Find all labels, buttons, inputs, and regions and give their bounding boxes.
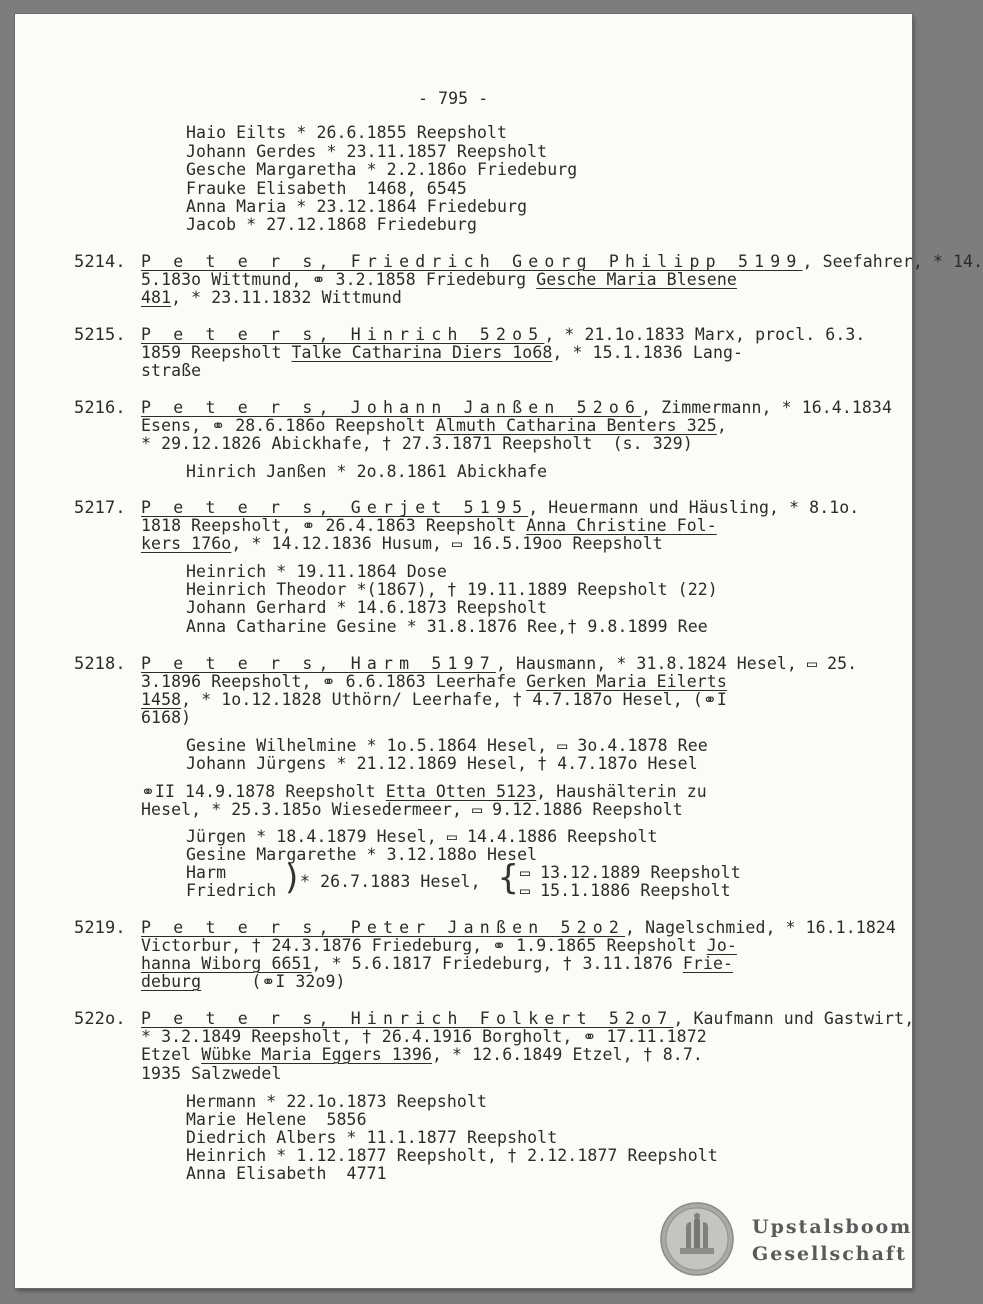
spouse-name: hanna Wiborg 6651 <box>141 954 312 973</box>
entry-text: , * 14.12.1836 Husum, ▭ 16.5.19oo Reepsholt <box>231 534 663 553</box>
entry-line <box>141 955 733 973</box>
entry-line <box>141 783 707 801</box>
entry-text: , Kaufmann und Gastwirt, <box>673 1009 915 1028</box>
child-line: ▭ 13.12.1889 Reepsholt <box>520 863 741 882</box>
list-item: Frauke Elisabeth 1468, 6545 <box>186 179 467 198</box>
list-item: Jacob * 27.12.1868 Friedeburg <box>186 215 477 234</box>
child-line: Gesine Wilhelmine * 1o.5.1864 Hesel, ▭ 3o.4.1878 Ree <box>186 736 708 755</box>
entry-line <box>141 344 743 362</box>
page-number: - 795 - <box>418 89 489 108</box>
entry-number: 5218. <box>74 654 126 674</box>
entry-line <box>141 271 737 289</box>
entry-text: , Zimmermann, * 16.4.1834 <box>641 398 893 417</box>
seal-logo-icon <box>660 1202 734 1276</box>
entry-number: 5215. <box>74 325 126 345</box>
entry-text: , * 21.1o.1833 Marx, procl. 6.3. <box>544 325 866 344</box>
entry-number: 5217. <box>74 498 126 518</box>
child-line: Jürgen * 18.4.1879 Hesel, ▭ 14.4.1886 Reepsholt <box>186 827 658 846</box>
entry-text: Victorbur, † 24.3.1876 Friedeburg, ⚭ 1.9.1865 Reepsholt <box>141 936 707 955</box>
entry-text: , * 15.1.1836 Lang- <box>552 343 744 362</box>
entry-line: * 3.2.1849 Reepsholt, † 26.4.1916 Borgholt, ⚭ 17.11.1872 <box>141 1027 707 1046</box>
spouse-name: Gesche Maria Blesene <box>536 270 737 289</box>
entry-line <box>141 289 402 307</box>
entry-line: 6168) <box>141 708 192 727</box>
society-name-line1: Upstalsboom <box>752 1216 913 1238</box>
child-line: Heinrich * 19.11.1864 Dose <box>186 562 447 581</box>
child-line: ▭ 15.1.1886 Reepsholt <box>520 881 731 900</box>
spouse-ref: 481 <box>141 288 172 307</box>
entry-line: Hesel, * 25.3.185o Wiesedermeer, ▭ 9.12.1886 Reepsholt <box>141 800 683 819</box>
person-name: P e t e r s, Friedrich Georg Philipp 5199 <box>141 252 803 271</box>
entry-line <box>141 417 727 435</box>
child-line: Diedrich Albers * 11.1.1877 Reepsholt <box>186 1128 558 1147</box>
entry-line <box>141 399 892 417</box>
entry-line: * 29.12.1826 Abickhafe, † 27.3.1871 Reepsholt (s. 329) <box>141 434 693 453</box>
spouse-name: Almuth Catharina Benters 325 <box>435 416 717 435</box>
entry-line <box>141 655 857 673</box>
entry-line <box>141 517 717 535</box>
entry-text: 5.183o Wittmund, ⚭ 3.2.1858 Friedeburg <box>141 270 537 289</box>
entry-text: 3.1896 Reepsholt, ⚭ 6.6.1863 Leerhafe <box>141 672 527 691</box>
spouse-name: Wübke Maria Eggers 1396 <box>201 1045 432 1064</box>
child-line: Heinrich Theodor *(1867), † 19.11.1889 Reepsholt (22) <box>186 580 718 599</box>
entry-text: , <box>716 416 727 435</box>
entry-text: , * 12.6.1849 Etzel, † 8.7. <box>431 1045 703 1064</box>
child-line: Johann Gerhard * 14.6.1873 Reepsholt <box>186 598 548 617</box>
list-item: Anna Maria * 23.12.1864 Friedeburg <box>186 197 528 216</box>
child-line: Gesine Margarethe * 3.12.188o Hesel <box>186 845 538 864</box>
entry-text: , Heuermann und Häusling, * 8.1o. <box>528 498 860 517</box>
entry-text: , Haushälterin zu <box>536 782 707 801</box>
list-item: Johann Gerdes * 23.11.1857 Reepsholt <box>186 142 548 161</box>
brace-right: ) <box>282 858 303 898</box>
entry-number: 5216. <box>74 398 126 418</box>
child-line: Anna Catharine Gesine * 31.8.1876 Ree,† 9.8.1899 Ree <box>186 617 708 636</box>
person-name: P e t e r s, Hinrich Folkert 52o7 <box>141 1009 674 1028</box>
entry-line: 1935 Salzwedel <box>141 1064 282 1083</box>
entry-text: , Nagelschmied, * 16.1.1824 <box>625 918 896 937</box>
spouse-name: Jo- <box>706 936 737 955</box>
person-name: P e t e r s, Hinrich 52o5 <box>141 325 545 344</box>
list-item: Haio Eilts * 26.6.1855 Reepsholt <box>186 123 508 142</box>
spouse-name: Etta Otten 5123 <box>385 782 537 801</box>
child-line: Johann Jürgens * 21.12.1869 Hesel, † 4.7.187o Hesel <box>186 754 698 773</box>
entry-line <box>141 691 727 709</box>
entry-line: straße <box>141 361 202 380</box>
entry-text: , * 5.6.1817 Friedeburg, † 3.11.1876 <box>311 954 683 973</box>
entry-number: 5214. <box>74 252 126 272</box>
child-line: Heinrich * 1.12.1877 Reepsholt, † 2.12.1877 Reepsholt <box>186 1146 718 1165</box>
entry-text: 1859 Reepsholt <box>141 343 292 362</box>
child-line: Marie Helene 5856 <box>186 1110 367 1129</box>
person-name: P e t e r s, Gerjet 5195 <box>141 498 529 517</box>
person-name: P e t e r s, Johann Janßen 52o6 <box>141 398 642 417</box>
child-line: Friedrich <box>186 881 277 900</box>
entry-number: 5219. <box>74 918 126 938</box>
society-name-line2: Gesellschaft <box>752 1243 907 1265</box>
spouse-name: Talke Catharina Diers 1o68 <box>291 343 553 362</box>
entry-line <box>141 499 859 517</box>
entry-line <box>141 937 737 955</box>
child-line: Hermann * 22.1o.1873 Reepsholt <box>186 1092 488 1111</box>
child-line: Hinrich Janßen * 2o.8.1861 Abickhafe <box>186 462 548 481</box>
entry-text: , * 23.11.1832 Wittmund <box>171 288 402 307</box>
entry-text: , * 1o.12.1828 Uthörn/ Leerhafe, † 4.7.187o Hesel, (⚭I <box>181 690 727 709</box>
spouse-ref: 1458 <box>141 690 182 709</box>
child-line: Anna Elisabeth 4771 <box>186 1164 387 1183</box>
brace-left: { <box>498 858 519 898</box>
spouse-name: Gerken Maria Eilerts <box>526 672 727 691</box>
entry-line <box>141 253 983 271</box>
entry-line <box>141 326 865 344</box>
entry-text: (⚭I 32o9) <box>201 972 346 991</box>
spouse-name: Anna Christine Fol- <box>526 516 717 535</box>
entry-text: ⚭II 14.9.1878 Reepsholt <box>141 782 386 801</box>
entry-line <box>141 535 663 553</box>
entry-line <box>141 1010 914 1028</box>
spouse-ref: kers 176o <box>141 534 232 553</box>
entry-text: 1818 Reepsholt, ⚭ 26.4.1863 Reepsholt <box>141 516 527 535</box>
entry-number: 522o. <box>74 1009 126 1029</box>
entry-line <box>141 673 727 691</box>
entry-line <box>141 973 346 991</box>
list-item: Gesche Margaretha * 2.2.186o Friedeburg <box>186 160 578 179</box>
person-name: P e t e r s, Harm 5197 <box>141 654 496 673</box>
entry-line <box>141 1046 703 1064</box>
entry-text: Esens, ⚭ 28.6.186o Reepsholt <box>141 416 436 435</box>
entry-text: , Seefahrer, * 14. <box>802 252 983 271</box>
entry-line <box>141 919 896 937</box>
child-line: * 26.7.1883 Hesel, <box>300 872 481 891</box>
entry-text: Etzel <box>141 1045 202 1064</box>
child-line: Harm <box>186 863 227 882</box>
entry-text: , Hausmann, * 31.8.1824 Hesel, ▭ 25. <box>495 654 858 673</box>
place-name: deburg <box>141 972 202 991</box>
person-name: P e t e r s, Peter Janßen 52o2 <box>141 918 626 937</box>
place-name: Frie- <box>682 954 734 973</box>
